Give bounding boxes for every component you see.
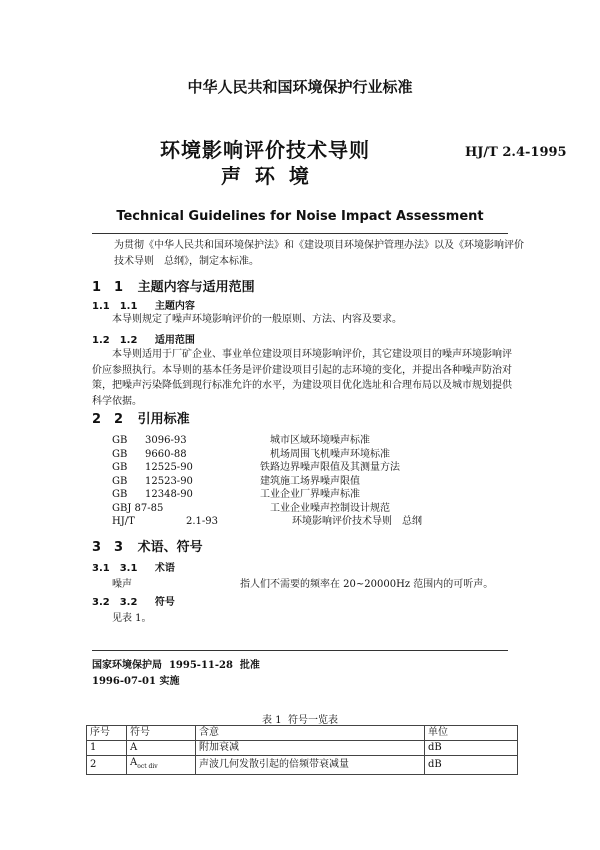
header-cell: 符号 bbox=[127, 726, 196, 741]
section-3-2-heading bbox=[92, 593, 175, 608]
row-meaning: 声波几何发散引起的倍频带衰减量 bbox=[196, 756, 425, 775]
standard-code: GB bbox=[112, 489, 128, 500]
symbol-table bbox=[86, 725, 518, 775]
standard-row bbox=[112, 458, 422, 472]
table-row bbox=[87, 756, 518, 775]
section-1-number: 1 1 bbox=[92, 280, 124, 295]
standard-code: HJ/T bbox=[112, 516, 135, 527]
standard-name: 机场周围飞机噪声环境标准 bbox=[270, 448, 390, 460]
effective-date: 1996-07-01 实施 bbox=[92, 676, 180, 687]
section-3-number: 3 3 bbox=[92, 540, 124, 555]
section-1-2-heading bbox=[92, 331, 195, 346]
section-3-1-title: 术语 bbox=[154, 563, 175, 574]
section-3-1-heading bbox=[92, 559, 175, 574]
standard-code: HJ/T 2.4-1995 bbox=[465, 145, 567, 160]
section-3-heading bbox=[92, 536, 203, 555]
document-subtitle: 声 环 境 bbox=[221, 164, 309, 188]
header-cell: 单位 bbox=[425, 726, 518, 741]
standard-number: 9660-88 bbox=[145, 448, 187, 460]
standard-row bbox=[112, 472, 422, 486]
section-1-heading bbox=[92, 276, 255, 295]
section-1-1-heading bbox=[92, 297, 195, 312]
section-1-2-title: 适用范围 bbox=[154, 335, 195, 346]
intro-paragraph bbox=[114, 238, 526, 269]
standard-number: 3096-93 bbox=[145, 435, 187, 446]
standard-name: 工业企业噪声控制设计规范 bbox=[270, 502, 390, 514]
section-1-1-text: 本导则规定了噪声环境影响评价的一般原则、方法、内容及要求。 bbox=[112, 314, 402, 325]
standard-number: 12525-90 bbox=[145, 462, 193, 473]
standard-code: GB bbox=[112, 435, 128, 446]
standard-number: 12348-90 bbox=[145, 489, 193, 500]
table-caption: 表 1 符号一览表 bbox=[262, 715, 338, 726]
row-number: 1 bbox=[87, 741, 127, 756]
table-row bbox=[87, 741, 518, 756]
standard-code: GB bbox=[112, 475, 128, 487]
row-symbol bbox=[127, 756, 196, 775]
row-unit: dB bbox=[425, 741, 518, 756]
section-1-2-number: 1.2 1.2 bbox=[92, 335, 138, 346]
referenced-standards-list bbox=[112, 431, 422, 526]
standard-name: 城市区域环境噪声标准 bbox=[270, 435, 370, 446]
header-cell: 序号 bbox=[87, 726, 127, 741]
row-meaning: 附加衰减 bbox=[196, 741, 425, 756]
standard-number: 2.1-93 bbox=[186, 516, 219, 527]
standard-code: GB bbox=[112, 462, 128, 473]
term-noise: 噪声 bbox=[112, 579, 132, 590]
section-2-number: 2 2 bbox=[92, 412, 124, 427]
standard-name: 环境影响评价技术导则 总纲 bbox=[292, 516, 422, 527]
standard-code: GBJ 87-85 bbox=[112, 502, 164, 514]
term-noise-definition: 指人们不需要的频率在 20~20000Hz 范围内的可听声。 bbox=[240, 579, 494, 590]
section-1-title: 主题内容与适用范围 bbox=[137, 280, 255, 295]
symbol-main: A bbox=[130, 757, 138, 768]
footer-divider bbox=[92, 650, 508, 651]
section-1-1-title: 主题内容 bbox=[154, 301, 195, 312]
section-3-2-number: 3.2 3.2 bbox=[92, 597, 138, 608]
standard-name: 铁路边界噪声限值及其测量方法 bbox=[260, 462, 400, 473]
standard-row bbox=[112, 512, 422, 526]
section-3-title: 术语、符号 bbox=[137, 540, 203, 555]
section-1-1-number: 1.1 1.1 bbox=[92, 301, 138, 312]
section-3-1-number: 3.1 3.1 bbox=[92, 563, 138, 574]
symbol-subscript: oct div bbox=[137, 763, 158, 770]
standard-row bbox=[112, 499, 422, 513]
table-header-row bbox=[87, 726, 518, 741]
row-unit: dB bbox=[425, 756, 518, 775]
standard-row bbox=[112, 431, 422, 445]
row-symbol: A bbox=[127, 741, 196, 756]
standard-code: GB bbox=[112, 448, 128, 460]
section-3-2-title: 符号 bbox=[154, 597, 175, 608]
standard-name: 建筑施工场界噪声限值 bbox=[260, 475, 360, 487]
intro-text: 为贯彻《中华人民共和国环境保护法》和《建设项目环境保护管理办法》以及《环境影响评价技术导则 总纲》，制定本标准。 bbox=[114, 240, 524, 267]
section-1-2-text: 本导则适用于厂矿企业、事业单位建设项目环境影响评价，其它建设项目的噪声环境影响评价应参照执行。本导则的基本任务是评价建设项目引起的志环境的变化，并提出各种噪声防治对策，把噪声污染降低到现行标准允许的水平，为建设项目优化选址和合理布局以及城市规划提供科学依据。 bbox=[92, 349, 512, 407]
section-3-2-text: 见表 1。 bbox=[112, 613, 152, 624]
section-2-heading bbox=[92, 408, 190, 427]
title-divider bbox=[92, 233, 508, 234]
standard-row bbox=[112, 445, 422, 459]
english-title: Technical Guidelines for Noise Impact Assessment bbox=[116, 209, 484, 224]
row-number: 2 bbox=[87, 756, 127, 775]
standard-row bbox=[112, 485, 422, 499]
section-2-title: 引用标准 bbox=[137, 412, 190, 427]
industry-standard-header: 中华人民共和国环境保护行业标准 bbox=[187, 78, 413, 96]
standard-name: 工业企业厂界噪声标准 bbox=[260, 489, 360, 500]
header-cell: 含意 bbox=[196, 726, 425, 741]
approval-line: 国家环境保护局 1995-11-28 批准 bbox=[92, 660, 260, 671]
document-title: 环境影响评价技术导则 bbox=[160, 138, 370, 162]
standard-number: 12523-90 bbox=[145, 475, 193, 487]
